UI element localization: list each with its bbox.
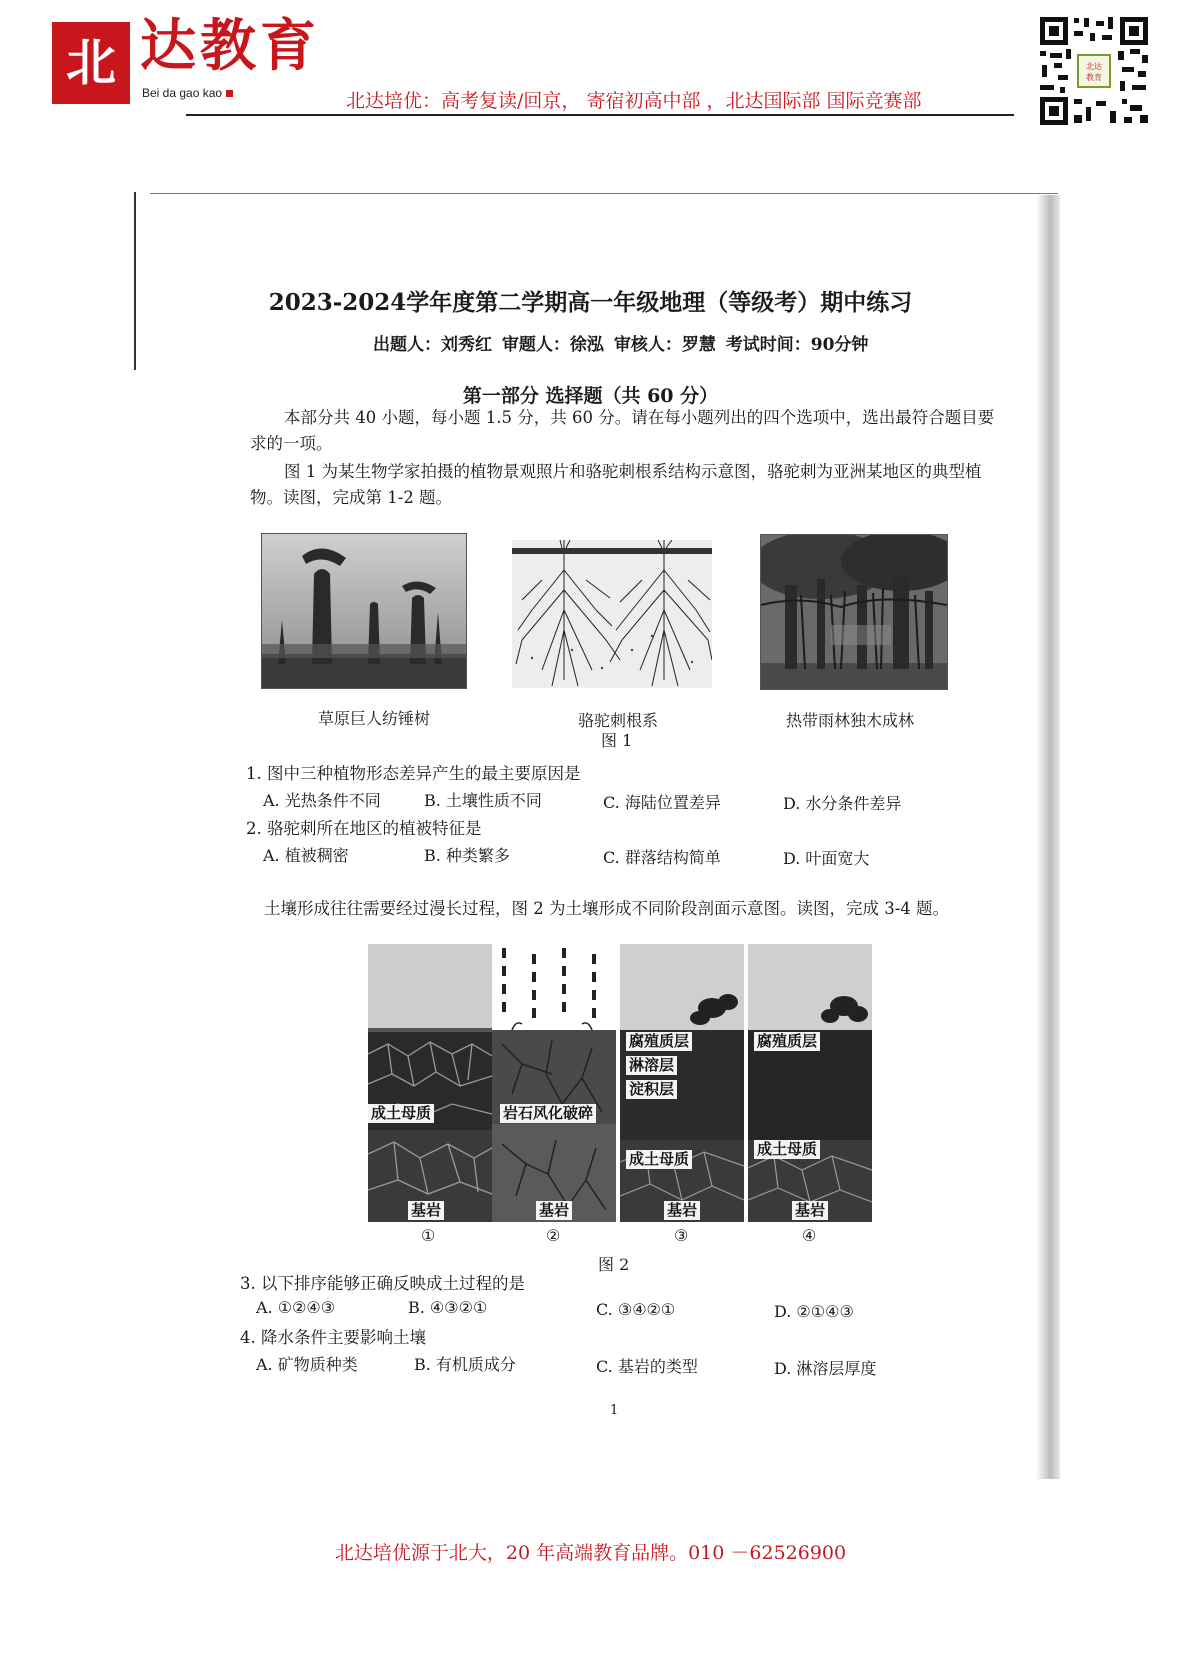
header-slogan: 北达培优：高考复读/回京， 寄宿初高中部 ，北达国际部 国际竞赛部 [346,90,922,112]
q2-option-a[interactable]: A. 植被稠密 [263,846,349,865]
q2-option-b[interactable]: B. 种类繁多 [424,846,510,865]
soil-profile-4 [748,944,872,1222]
soil-profile-1-drawing [368,944,492,1222]
fig1-intro: 图 1 为某生物学家拍摄的植物景观照片和骆驼刺根系结构示意图，骆驼刺为亚洲某地区的典型植物。读图，完成第 1-2 题。 [250,462,982,507]
scan-edge-left [134,192,136,370]
q4-option-a[interactable]: A. 矿物质种类 [256,1355,358,1374]
p4-tag-parent-material: 成土母质 [754,1140,820,1159]
logo-char: 北 [66,33,116,92]
banyan-forest-photo [760,534,948,690]
question-4-stem: 4. 降水条件主要影响土壤 [240,1328,426,1347]
svg-text:教育: 教育 [1086,73,1102,82]
brand-pinyin [142,86,233,100]
q3-option-c[interactable]: C. ③④②① [596,1300,676,1319]
q3-option-b[interactable]: B. ④③②① [408,1298,488,1317]
camelthorn-root-diagram [512,540,712,688]
instructions: 本部分共 40 小题，每小题 1.5 分，共 60 分。请在每小题列出的四个选项中，选出最符合题目要求的一项。 [250,408,995,453]
fig1-label: 图 1 [601,731,633,750]
soil-profile-4-drawing [748,944,872,1222]
scan-edge-top [150,193,1058,194]
brand-dot-icon [226,90,233,97]
soil-profile-2-drawing [492,944,616,1222]
soil-profile-2 [492,944,616,1222]
p2-tag-bedrock: 基岩 [536,1201,572,1220]
baobab-photo [261,533,467,689]
q4-option-d[interactable]: D. 淋溶层厚度 [774,1359,877,1378]
q4-option-c[interactable]: C. 基岩的类型 [596,1357,698,1376]
question-3-stem: 3. 以下排序能够正确反映成土过程的是 [240,1274,525,1293]
soil-profile-1 [368,944,492,1222]
fig1-caption-camelthorn: 骆驼刺根系 [578,711,659,730]
svg-text:北达: 北达 [1086,62,1102,71]
footer-slogan: 北达培优源于北大，20 年高端教育品牌。010 －62526900 [334,1542,847,1564]
p3-tag-humus: 腐殖质层 [626,1032,692,1051]
section-title: 第一部分 选择题（共 60 分） [462,385,719,407]
p4-tag-humus: 腐殖质层 [754,1032,820,1051]
q3-option-a[interactable]: A. ①②④③ [256,1298,336,1317]
p3-tag-bedrock: 基岩 [664,1201,700,1220]
q1-option-c[interactable]: C. 海陆位置差异 [603,793,721,812]
p2-tag-weathering: 岩石风化破碎 [500,1104,596,1123]
fig2-intro: 土壤形成往往需要经过漫长过程，图 2 为土壤形成不同阶段剖面示意图。读图，完成 3-4 题。 [264,899,950,918]
soil-profile-3 [620,944,744,1222]
p3-tag-eluvial: 淋溶层 [626,1056,677,1075]
brand-pinyin-text: Bei da gao kao [142,86,223,100]
profile-number-3: ③ [674,1226,689,1245]
brand-logo [52,22,130,104]
page-number: 1 [610,1403,619,1418]
q1-option-a[interactable]: A. 光热条件不同 [263,791,381,810]
p4-tag-bedrock: 基岩 [792,1201,828,1220]
q1-option-d[interactable]: D. 水分条件差异 [783,794,902,813]
brand-name: 达教育 [140,13,320,79]
p1-tag-parent-material: 成土母质 [368,1104,434,1123]
question-1-stem: 1. 图中三种植物形态差异产生的最主要原因是 [246,764,581,783]
exam-title: 2023-2024学年度第二学期高一年级地理（等级考）期中练习 [268,289,913,316]
q4-option-b[interactable]: B. 有机质成分 [414,1355,516,1374]
qr-code-icon [1038,15,1150,127]
profile-number-1: ① [421,1226,436,1245]
q1-option-b[interactable]: B. 土壤性质不同 [424,791,542,810]
fig1-caption-banyan: 热带雨林独木成林 [786,711,915,730]
profile-number-2: ② [546,1226,561,1245]
q2-option-d[interactable]: D. 叶面宽大 [783,849,870,868]
header-divider [186,114,1014,116]
profile-number-4: ④ [802,1226,817,1245]
p3-tag-parent-material: 成土母质 [626,1150,692,1169]
q2-option-c[interactable]: C. 群落结构简单 [603,848,721,867]
exam-authors: 出题人：刘秀红 审题人：徐泓 审核人：罗慧 考试时间：90分钟 [373,335,869,355]
fig2-label: 图 2 [598,1255,630,1274]
question-2-stem: 2. 骆驼刺所在地区的植被特征是 [246,819,482,838]
fig1-caption-baobab: 草原巨人纺锤树 [318,709,431,728]
p1-tag-bedrock: 基岩 [408,1201,444,1220]
p3-tag-illuvial: 淀积层 [626,1080,677,1099]
q3-option-d[interactable]: D. ②①④③ [774,1302,854,1321]
